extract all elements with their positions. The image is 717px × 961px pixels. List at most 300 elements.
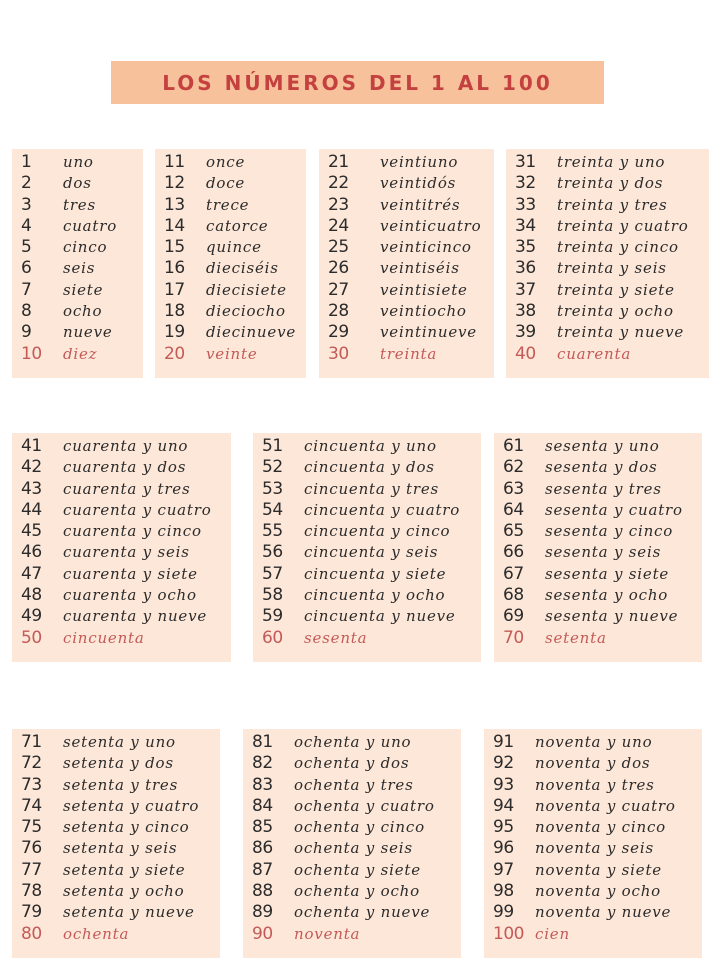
number-row — [328, 173, 494, 194]
number-row — [164, 195, 306, 216]
number-digit: 28 — [328, 301, 349, 322]
number-word: ochenta y cuatro — [294, 796, 435, 815]
number-digit: 23 — [328, 194, 349, 215]
number-digit: 54 — [262, 499, 283, 520]
number-word: veinticinco — [380, 238, 472, 257]
number-digit: 85 — [252, 817, 273, 838]
number-word: veintiséis — [380, 259, 460, 278]
number-word: cuarenta y cinco — [63, 522, 202, 541]
number-row — [328, 280, 494, 301]
number-row — [515, 258, 709, 279]
number-row — [503, 542, 702, 563]
number-word: ochenta y dos — [294, 754, 410, 773]
number-card — [506, 149, 709, 378]
number-row — [21, 902, 220, 923]
number-row — [21, 775, 220, 796]
number-digit: 2 — [21, 173, 32, 194]
number-row — [252, 817, 461, 838]
number-digit: 52 — [262, 457, 283, 478]
number-digit: 15 — [164, 237, 185, 258]
number-word: doce — [206, 174, 246, 193]
number-row — [21, 344, 143, 365]
number-digit: 63 — [503, 478, 524, 499]
number-row — [503, 628, 702, 649]
number-word: treinta y cuatro — [557, 216, 689, 235]
number-row — [21, 585, 231, 606]
number-word: seis — [63, 259, 96, 278]
number-digit: 4 — [21, 215, 32, 236]
number-row — [493, 924, 702, 945]
number-card — [484, 729, 702, 958]
number-word: veintinueve — [380, 323, 477, 342]
number-row — [493, 860, 702, 881]
number-digit: 5 — [21, 237, 32, 258]
number-card — [494, 433, 702, 662]
number-word: cincuenta y seis — [304, 543, 439, 562]
number-row — [21, 564, 231, 585]
number-digit: 19 — [164, 322, 185, 343]
number-digit: 72 — [21, 753, 42, 774]
number-row — [21, 258, 143, 279]
number-word: cuarenta y tres — [63, 479, 191, 498]
number-word: noventa y dos — [535, 754, 651, 773]
number-row — [21, 838, 220, 859]
number-word: veintisiete — [380, 280, 468, 299]
number-word: setenta y tres — [63, 775, 179, 794]
number-row — [262, 606, 481, 627]
number-word: setenta y dos — [63, 754, 174, 773]
number-word: diecinueve — [206, 323, 297, 342]
number-word: cuarenta y uno — [63, 437, 189, 455]
number-digit: 10 — [21, 343, 42, 364]
number-word: veinticuatro — [380, 216, 482, 235]
number-digit: 21 — [328, 152, 349, 172]
number-row — [328, 344, 494, 365]
number-word: setenta y cinco — [63, 818, 190, 837]
number-word: setenta y seis — [63, 839, 178, 858]
number-row — [328, 301, 494, 322]
number-digit: 16 — [164, 258, 185, 279]
number-word: cien — [535, 924, 570, 943]
number-digit: 75 — [21, 817, 42, 838]
number-row — [328, 258, 494, 279]
number-row — [164, 216, 306, 237]
number-digit: 29 — [328, 322, 349, 343]
number-row — [503, 564, 702, 585]
number-word: noventa y siete — [535, 860, 662, 879]
number-word: dieciséis — [206, 259, 279, 278]
number-digit: 42 — [21, 457, 42, 478]
number-row — [503, 606, 702, 627]
number-digit: 81 — [252, 732, 273, 752]
number-digit: 35 — [515, 237, 536, 258]
number-row — [252, 732, 461, 753]
number-digit: 49 — [21, 606, 42, 627]
number-word: treinta y nueve — [557, 323, 685, 342]
number-row — [21, 521, 231, 542]
title-banner — [111, 61, 604, 104]
number-word: sesenta y cuatro — [545, 500, 683, 519]
number-row — [515, 195, 709, 216]
number-word: noventa y tres — [535, 775, 655, 794]
number-row — [164, 301, 306, 322]
number-digit: 47 — [21, 563, 42, 584]
number-row — [262, 457, 481, 478]
number-row — [515, 152, 709, 173]
number-word: cuarenta y dos — [63, 458, 187, 477]
number-digit: 82 — [252, 753, 273, 774]
number-row — [252, 902, 461, 923]
number-row — [21, 195, 143, 216]
number-card — [243, 729, 461, 958]
number-word: sesenta y dos — [545, 458, 658, 477]
number-word: noventa y ocho — [535, 882, 662, 901]
number-row — [21, 542, 231, 563]
number-digit: 51 — [262, 436, 283, 456]
number-digit: 64 — [503, 499, 524, 520]
number-digit: 56 — [262, 542, 283, 563]
number-digit: 41 — [21, 436, 42, 456]
number-word: siete — [63, 280, 104, 299]
number-digit: 1 — [21, 152, 32, 172]
number-word: veintiocho — [380, 302, 467, 321]
number-word: diecisiete — [206, 280, 287, 299]
number-digit: 83 — [252, 774, 273, 795]
number-row — [493, 902, 702, 923]
number-word: cuarenta y ocho — [63, 586, 197, 605]
number-digit: 12 — [164, 173, 185, 194]
number-digit: 46 — [21, 542, 42, 563]
number-row — [21, 322, 143, 343]
number-row — [252, 796, 461, 817]
number-digit: 31 — [515, 152, 536, 172]
number-digit: 11 — [164, 152, 185, 172]
page-title: LOS NÚMEROS DEL 1 AL 100 — [162, 70, 553, 95]
number-row — [515, 173, 709, 194]
number-row — [252, 775, 461, 796]
number-word: nueve — [63, 323, 113, 342]
number-row — [252, 838, 461, 859]
number-word: diez — [63, 344, 98, 363]
number-row — [164, 344, 306, 365]
number-row — [262, 628, 481, 649]
number-digit: 17 — [164, 279, 185, 300]
number-digit: 9 — [21, 322, 32, 343]
number-digit: 30 — [328, 343, 349, 364]
number-word: noventa y seis — [535, 839, 654, 858]
number-word: cincuenta y ocho — [304, 586, 446, 605]
number-digit: 50 — [21, 627, 42, 648]
number-digit: 89 — [252, 902, 273, 923]
number-digit: 66 — [503, 542, 524, 563]
number-word: cincuenta y cinco — [304, 522, 451, 541]
number-word: veintiuno — [380, 153, 459, 171]
number-row — [515, 237, 709, 258]
number-row — [164, 322, 306, 343]
number-row — [262, 542, 481, 563]
number-row — [164, 237, 306, 258]
number-digit: 14 — [164, 215, 185, 236]
number-row — [21, 500, 231, 521]
number-row — [493, 753, 702, 774]
number-word: cincuenta y dos — [304, 458, 435, 477]
number-row — [515, 344, 709, 365]
number-word: dieciocho — [206, 302, 286, 321]
number-word: ocho — [63, 302, 103, 321]
number-row — [493, 881, 702, 902]
number-digit: 22 — [328, 173, 349, 194]
number-word: dos — [63, 174, 92, 193]
number-row — [21, 457, 231, 478]
number-digit: 93 — [493, 774, 514, 795]
number-word: sesenta y ocho — [545, 586, 669, 605]
number-digit: 95 — [493, 817, 514, 838]
number-word: cincuenta y cuatro — [304, 500, 461, 519]
number-row — [252, 881, 461, 902]
number-word: ochenta y uno — [294, 733, 412, 751]
number-digit: 7 — [21, 279, 32, 300]
number-row — [164, 173, 306, 194]
number-row — [328, 216, 494, 237]
number-word: setenta y cuatro — [63, 796, 200, 815]
number-word: cincuenta y nueve — [304, 607, 456, 626]
number-word: cuarenta y cuatro — [63, 500, 212, 519]
number-row — [164, 152, 306, 173]
number-digit: 74 — [21, 795, 42, 816]
number-digit: 99 — [493, 902, 514, 923]
number-digit: 76 — [21, 838, 42, 859]
number-digit: 73 — [21, 774, 42, 795]
number-digit: 26 — [328, 258, 349, 279]
number-digit: 79 — [21, 902, 42, 923]
number-word: catorce — [206, 216, 269, 235]
number-row — [21, 436, 231, 457]
number-row — [515, 322, 709, 343]
number-word: cinco — [63, 238, 108, 257]
number-word: ochenta y nueve — [294, 903, 431, 922]
number-digit: 20 — [164, 343, 185, 364]
number-digit: 70 — [503, 627, 524, 648]
number-digit: 97 — [493, 859, 514, 880]
number-row — [21, 280, 143, 301]
number-digit: 77 — [21, 859, 42, 880]
number-row — [164, 258, 306, 279]
number-digit: 33 — [515, 194, 536, 215]
number-row — [262, 479, 481, 500]
number-row — [262, 564, 481, 585]
number-word: sesenta y seis — [545, 543, 662, 562]
number-row — [21, 606, 231, 627]
number-card — [12, 433, 231, 662]
number-row — [21, 479, 231, 500]
number-row — [503, 500, 702, 521]
number-card — [253, 433, 481, 662]
number-word: setenta y nueve — [63, 903, 195, 922]
number-row — [515, 216, 709, 237]
number-digit: 43 — [21, 478, 42, 499]
number-digit: 58 — [262, 585, 283, 606]
number-word: setenta y ocho — [63, 882, 185, 901]
number-row — [21, 753, 220, 774]
number-word: cincuenta y tres — [304, 479, 440, 498]
number-word: noventa y nueve — [535, 903, 672, 922]
number-word: noventa y cinco — [535, 818, 666, 837]
number-row — [503, 585, 702, 606]
number-row — [21, 301, 143, 322]
number-digit: 39 — [515, 322, 536, 343]
number-row — [503, 479, 702, 500]
number-row — [164, 280, 306, 301]
number-word: treinta — [380, 344, 438, 363]
number-word: treinta y uno — [557, 153, 666, 171]
number-digit: 60 — [262, 627, 283, 648]
number-word: cincuenta y siete — [304, 564, 447, 583]
number-digit: 86 — [252, 838, 273, 859]
number-row — [21, 796, 220, 817]
number-digit: 48 — [21, 585, 42, 606]
number-digit: 68 — [503, 585, 524, 606]
number-digit: 55 — [262, 521, 283, 542]
number-digit: 94 — [493, 795, 514, 816]
number-word: noventa — [294, 924, 361, 943]
number-digit: 88 — [252, 881, 273, 902]
number-digit: 57 — [262, 563, 283, 584]
number-word: cincuenta y uno — [304, 437, 437, 455]
number-digit: 91 — [493, 732, 514, 752]
number-word: sesenta y siete — [545, 564, 670, 583]
number-word: sesenta y cinco — [545, 522, 674, 541]
number-digit: 44 — [21, 499, 42, 520]
number-row — [21, 860, 220, 881]
number-word: ochenta y cinco — [294, 818, 425, 837]
number-card — [155, 149, 306, 378]
number-row — [262, 521, 481, 542]
number-word: ochenta y tres — [294, 775, 414, 794]
number-digit: 53 — [262, 478, 283, 499]
number-word: noventa y cuatro — [535, 796, 676, 815]
number-word: cuarenta — [557, 344, 632, 363]
number-word: uno — [63, 153, 94, 171]
number-digit: 98 — [493, 881, 514, 902]
number-word: tres — [63, 195, 96, 214]
number-digit: 84 — [252, 795, 273, 816]
number-row — [493, 817, 702, 838]
number-digit: 24 — [328, 215, 349, 236]
number-digit: 59 — [262, 606, 283, 627]
number-word: cuatro — [63, 216, 118, 235]
number-word: ochenta y seis — [294, 839, 413, 858]
number-word: trece — [206, 195, 250, 214]
number-word: once — [206, 153, 246, 171]
number-digit: 65 — [503, 521, 524, 542]
number-row — [21, 628, 231, 649]
number-row — [21, 216, 143, 237]
number-word: cuarenta y seis — [63, 543, 190, 562]
number-row — [262, 500, 481, 521]
number-row — [493, 732, 702, 753]
number-word: setenta — [545, 628, 607, 647]
number-row — [328, 195, 494, 216]
number-row — [252, 924, 461, 945]
number-digit: 32 — [515, 173, 536, 194]
number-word: quince — [206, 238, 262, 257]
number-digit: 34 — [515, 215, 536, 236]
number-card — [12, 729, 220, 958]
number-word: setenta y siete — [63, 860, 186, 879]
number-word: treinta y siete — [557, 280, 675, 299]
number-word: sesenta y uno — [545, 437, 660, 455]
number-digit: 78 — [21, 881, 42, 902]
number-row — [21, 924, 220, 945]
number-word: treinta y tres — [557, 195, 668, 214]
number-digit: 38 — [515, 301, 536, 322]
number-word: cincuenta — [63, 628, 145, 647]
number-digit: 67 — [503, 563, 524, 584]
number-row — [262, 436, 481, 457]
number-digit: 40 — [515, 343, 536, 364]
number-word: ochenta y siete — [294, 860, 421, 879]
number-word: treinta y ocho — [557, 302, 674, 321]
number-row — [21, 173, 143, 194]
number-digit: 45 — [21, 521, 42, 542]
number-row — [252, 753, 461, 774]
number-digit: 18 — [164, 301, 185, 322]
number-word: ochenta — [63, 924, 130, 943]
number-row — [493, 796, 702, 817]
number-word: treinta y seis — [557, 259, 667, 278]
number-row — [503, 521, 702, 542]
number-word: sesenta — [304, 628, 368, 647]
number-digit: 8 — [21, 301, 32, 322]
number-digit: 100 — [493, 923, 524, 944]
number-row — [503, 457, 702, 478]
number-word: cuarenta y siete — [63, 564, 198, 583]
number-digit: 3 — [21, 194, 32, 215]
number-row — [515, 301, 709, 322]
number-digit: 36 — [515, 258, 536, 279]
number-word: ochenta y ocho — [294, 882, 420, 901]
number-row — [515, 280, 709, 301]
number-row — [21, 732, 220, 753]
number-row — [262, 585, 481, 606]
number-row — [503, 436, 702, 457]
number-word: sesenta y nueve — [545, 607, 679, 626]
number-word: treinta y cinco — [557, 238, 679, 257]
number-digit: 13 — [164, 194, 185, 215]
number-row — [493, 775, 702, 796]
number-row — [21, 817, 220, 838]
number-word: cuarenta y nueve — [63, 607, 208, 626]
number-word: veintitrés — [380, 195, 461, 214]
number-digit: 37 — [515, 279, 536, 300]
number-digit: 90 — [252, 923, 273, 944]
number-row — [328, 237, 494, 258]
number-digit: 69 — [503, 606, 524, 627]
number-digit: 62 — [503, 457, 524, 478]
number-row — [328, 322, 494, 343]
number-card — [12, 149, 143, 378]
number-word: treinta y dos — [557, 174, 664, 193]
number-card — [319, 149, 494, 378]
number-digit: 6 — [21, 258, 32, 279]
number-digit: 87 — [252, 859, 273, 880]
number-digit: 27 — [328, 279, 349, 300]
number-word: setenta y uno — [63, 733, 176, 751]
number-word: veinte — [206, 344, 258, 363]
number-row — [252, 860, 461, 881]
number-digit: 80 — [21, 923, 42, 944]
number-row — [493, 838, 702, 859]
